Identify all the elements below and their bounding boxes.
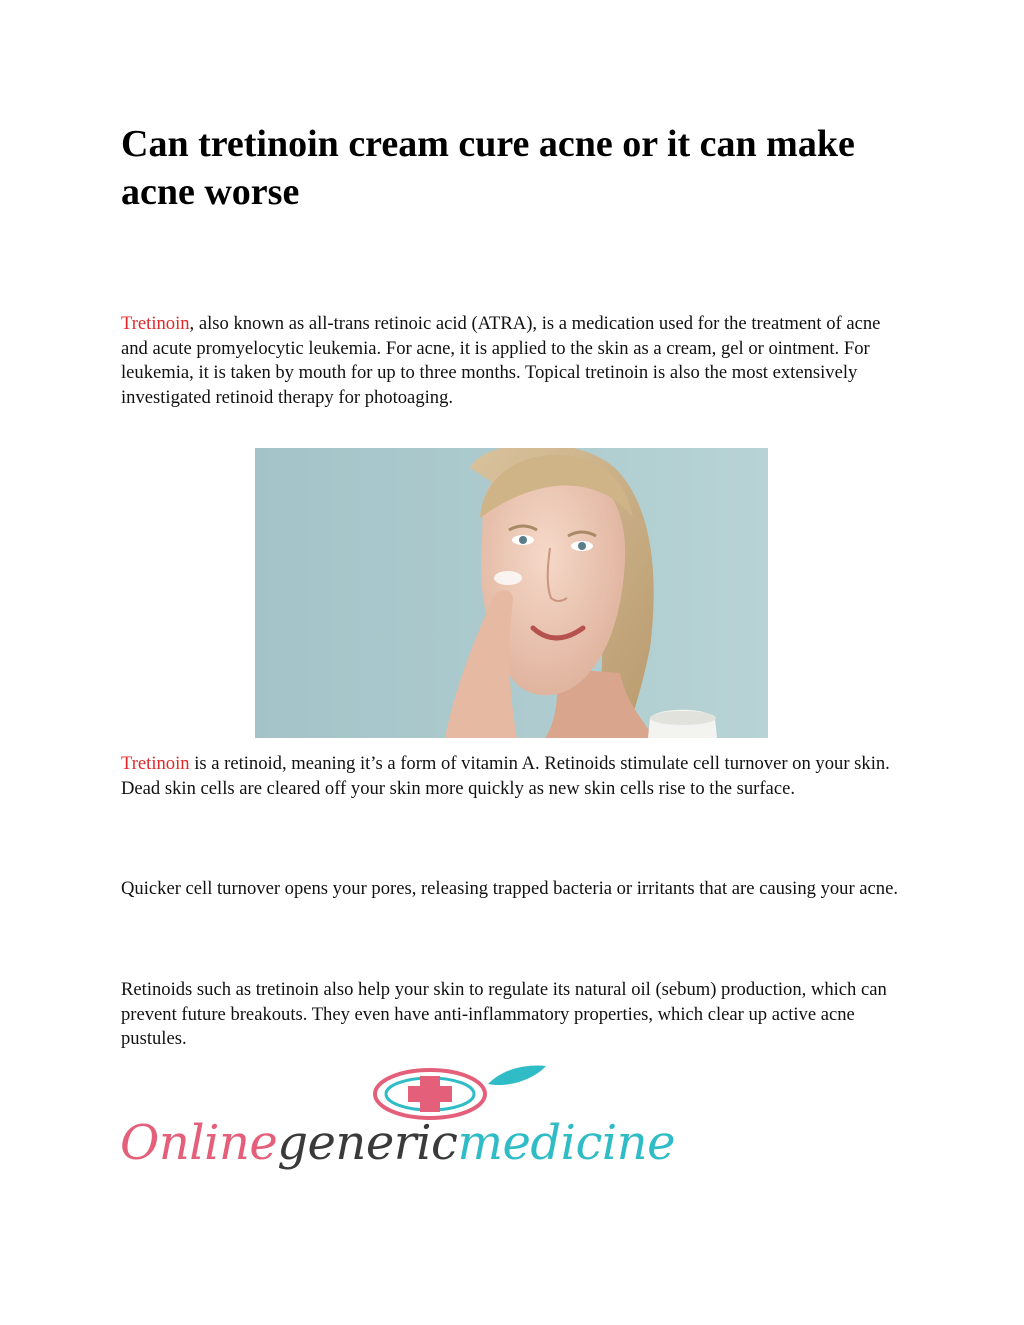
cell-turnover-paragraph: Quicker cell turnover opens your pores, releasing trapped bacteria or irritants that are causing your acne.: [121, 878, 899, 899]
retinoid-text: is a retinoid, meaning it’s a form of vitamin A. Retinoids stimulate cell turnover on your skin. Dead skin cells are cleared off your skin more quickly as new skin cells rise to the surface.: [121, 753, 890, 799]
logo-word-generic: generic: [277, 1115, 458, 1171]
logo-word-medicine: medicine: [457, 1115, 675, 1171]
logo-word-online: Online: [120, 1115, 278, 1171]
woman-applying-cream-image: [255, 448, 768, 738]
sebum-paragraph: Retinoids such as tretinoin also help your skin to regulate its natural oil (sebum) production, which can prevent future breakouts. They even have anti-inflammatory properties, which clear up active acne pustules.: [121, 979, 887, 1049]
page-title: Can tretinoin cream cure acne or it can make acne worse: [121, 123, 855, 213]
medical-cross-icon: [368, 1062, 568, 1122]
online-generic-medicine-logo: [118, 1062, 788, 1172]
intro-paragraph: [121, 312, 911, 410]
retinoid-paragraph: [121, 752, 911, 801]
tretinoin-link[interactable]: Tretinoin: [121, 313, 190, 334]
tretinoin-link[interactable]: Tretinoin: [121, 753, 190, 774]
article-photo: [255, 448, 768, 738]
intro-text: , also known as all-trans retinoic acid (ATRA), is a medication used for the treatment of acne and acute promyelocytic leukemia. For acne, it is applied to the skin as a cream, gel or ointment. For leukemia, it is taken by mouth for up to three months. Topical tretinoin is also the most extensively investigated retinoid therapy for photoaging.: [121, 313, 881, 408]
logo-wordmark: [120, 1117, 788, 1169]
